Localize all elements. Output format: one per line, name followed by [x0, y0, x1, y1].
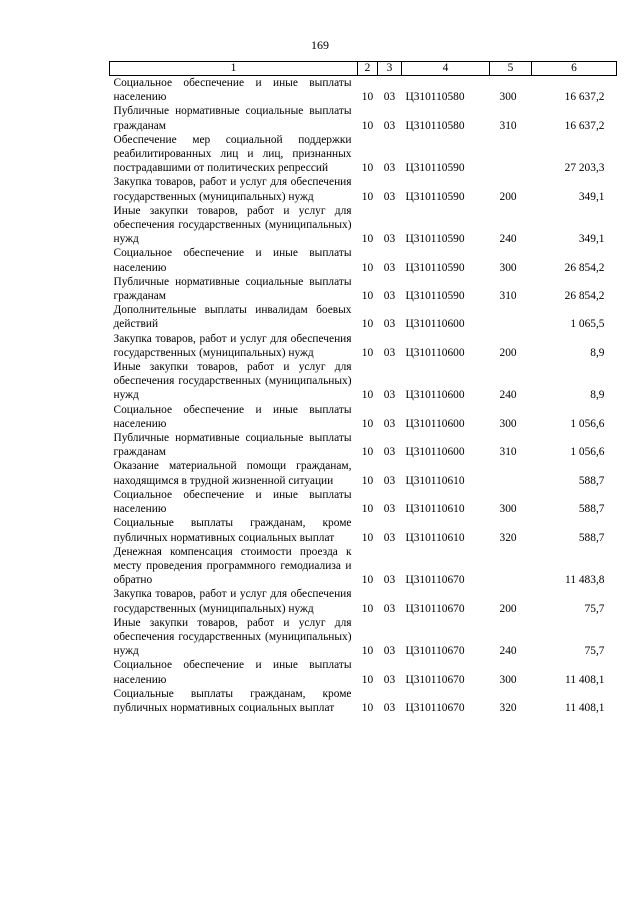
row-subsection: 03 — [383, 417, 396, 430]
row-amount: 75,7 — [584, 645, 605, 658]
table-row — [110, 332, 617, 360]
row-subsection: 03 — [383, 318, 396, 331]
row-target-article: Ц310110580 — [405, 119, 465, 132]
budget-table — [109, 61, 617, 715]
row-amount: 11 483,8 — [565, 574, 605, 587]
row-subsection: 03 — [383, 531, 396, 544]
table-row — [110, 431, 617, 459]
row-expense-type: 310 — [499, 446, 517, 459]
row-subsection: 03 — [383, 389, 396, 402]
table-row — [110, 545, 617, 588]
row-expense-type: 310 — [499, 119, 517, 132]
row-section: 10 — [361, 318, 374, 331]
row-section: 10 — [361, 503, 374, 516]
row-target-article: Ц310110600 — [405, 389, 465, 402]
row-section: 10 — [361, 261, 374, 274]
row-section: 10 — [361, 474, 374, 487]
row-description: Социальное обеспечение и иные выплаты населению — [113, 659, 352, 686]
row-expense-type — [490, 459, 532, 487]
row-section: 10 — [361, 233, 374, 246]
row-description: Социальные выплаты гражданам, кроме публичных нормативных социальных выплат — [113, 687, 352, 714]
row-target-article: Ц310110600 — [405, 318, 465, 331]
row-description: Публичные нормативные социальные выплаты гражданам — [113, 432, 352, 459]
row-section: 10 — [361, 417, 374, 430]
table-row — [110, 687, 617, 715]
row-section: 10 — [361, 346, 374, 359]
row-expense-type: 200 — [499, 346, 517, 359]
row-description: Оказание материальной помощи гражданам, находящимся в трудной жизненной ситуации — [113, 460, 352, 487]
row-expense-type: 300 — [499, 503, 517, 516]
row-expense-type: 240 — [499, 389, 517, 402]
row-subsection: 03 — [383, 162, 396, 175]
row-expense-type: 320 — [499, 531, 517, 544]
row-amount: 75,7 — [584, 602, 605, 615]
row-description: Иные закупки товаров, работ и услуг для обеспечения государственных (муниципальных) нужд — [113, 361, 352, 402]
table-row — [110, 303, 617, 331]
row-description: Социальное обеспечение и иные выплаты населению — [113, 247, 352, 274]
row-section: 10 — [361, 602, 374, 615]
row-section: 10 — [361, 574, 374, 587]
table-row — [110, 616, 617, 659]
row-amount: 349,1 — [578, 190, 605, 203]
table-row — [110, 133, 617, 176]
row-expense-type — [490, 545, 532, 588]
row-target-article: Ц310110580 — [405, 91, 465, 104]
column-header-6: 6 — [532, 62, 617, 76]
row-expense-type: 200 — [499, 190, 517, 203]
row-section: 10 — [361, 531, 374, 544]
row-subsection: 03 — [383, 346, 396, 359]
row-amount: 16 637,2 — [564, 119, 605, 132]
row-target-article: Ц310110590 — [405, 261, 465, 274]
row-description: Публичные нормативные социальные выплаты гражданам — [113, 105, 352, 132]
row-section: 10 — [361, 91, 374, 104]
table-row — [110, 403, 617, 431]
row-description: Социальное обеспечение и иные выплаты населению — [113, 488, 352, 516]
row-description: Дополнительные выплаты инвалидам боевых действий — [113, 304, 352, 331]
page-number: 169 — [311, 38, 329, 52]
row-target-article: Ц310110670 — [405, 602, 465, 615]
column-header-3: 3 — [378, 62, 402, 76]
row-subsection: 03 — [383, 190, 396, 203]
row-amount: 1 056,6 — [570, 417, 605, 430]
row-section: 10 — [361, 290, 374, 303]
row-amount: 26 854,2 — [564, 290, 605, 303]
column-header-5: 5 — [490, 62, 532, 76]
row-subsection: 03 — [383, 446, 396, 459]
table-row — [110, 104, 617, 132]
row-description: Обеспечение мер социальной поддержки реабилитированных лиц и лиц, признанных пострадавшими от политических репрессий — [113, 133, 352, 175]
row-subsection: 03 — [383, 645, 396, 658]
row-expense-type: 300 — [499, 417, 517, 430]
row-amount: 588,7 — [578, 503, 605, 516]
row-section: 10 — [361, 645, 374, 658]
table-row — [110, 204, 617, 247]
row-subsection: 03 — [383, 233, 396, 246]
row-amount: 8,9 — [590, 346, 605, 359]
column-header-1: 1 — [110, 62, 358, 76]
table-row — [110, 76, 617, 105]
row-section: 10 — [361, 446, 374, 459]
row-section: 10 — [361, 673, 374, 686]
row-section: 10 — [361, 190, 374, 203]
row-target-article: Ц310110670 — [405, 701, 465, 714]
row-amount: 349,1 — [578, 233, 605, 246]
row-description: Закупка товаров, работ и услуг для обеспечения государственных (муниципальных) нужд — [113, 588, 352, 615]
row-expense-type: 320 — [499, 701, 517, 714]
row-target-article: Ц310110670 — [405, 574, 465, 587]
row-section: 10 — [361, 701, 374, 714]
column-header-4: 4 — [402, 62, 490, 76]
table-row — [110, 246, 617, 274]
row-target-article: Ц310110590 — [405, 190, 465, 203]
row-subsection: 03 — [383, 602, 396, 615]
table-row — [110, 459, 617, 487]
row-target-article: Ц310110610 — [405, 503, 465, 516]
row-expense-type — [490, 303, 532, 331]
row-expense-type: 310 — [499, 290, 517, 303]
row-expense-type: 300 — [499, 673, 517, 686]
row-target-article: Ц310110610 — [405, 531, 465, 544]
row-amount: 11 408,1 — [565, 673, 605, 686]
row-subsection: 03 — [383, 261, 396, 274]
row-section: 10 — [361, 389, 374, 402]
row-amount: 27 203,3 — [564, 162, 605, 175]
row-description: Социальное обеспечение и иные выплаты населению — [113, 403, 352, 430]
row-subsection: 03 — [383, 290, 396, 303]
row-section: 10 — [361, 119, 374, 132]
row-expense-type: 200 — [499, 602, 517, 615]
row-subsection: 03 — [383, 673, 396, 686]
table-row — [110, 516, 617, 544]
row-target-article: Ц310110590 — [405, 233, 465, 246]
row-target-article: Ц310110600 — [405, 346, 465, 359]
row-amount: 16 637,2 — [564, 91, 605, 104]
row-target-article: Ц310110670 — [405, 673, 465, 686]
row-description: Иные закупки товаров, работ и услуг для обеспечения государственных (муниципальных) нужд — [113, 616, 352, 658]
row-section: 10 — [361, 162, 374, 175]
row-subsection: 03 — [383, 574, 396, 587]
row-expense-type: 240 — [499, 645, 517, 658]
row-expense-type — [490, 133, 532, 176]
row-amount: 588,7 — [578, 474, 605, 487]
row-amount: 11 408,1 — [565, 701, 605, 714]
row-description: Закупка товаров, работ и услуг для обеспечения государственных (муниципальных) нужд — [113, 332, 352, 359]
row-description: Иные закупки товаров, работ и услуг для обеспечения государственных (муниципальных) нужд — [113, 204, 352, 246]
row-subsection: 03 — [383, 474, 396, 487]
row-target-article: Ц310110610 — [405, 474, 465, 487]
row-target-article: Ц310110600 — [405, 417, 465, 430]
row-subsection: 03 — [383, 503, 396, 516]
row-description: Публичные нормативные социальные выплаты гражданам — [113, 275, 352, 303]
table-row — [110, 587, 617, 615]
table-row — [110, 488, 617, 516]
row-description: Социальное обеспечение и иные выплаты населению — [113, 77, 352, 104]
row-expense-type: 300 — [499, 261, 517, 274]
row-amount: 588,7 — [578, 531, 605, 544]
table-header — [110, 62, 617, 76]
row-target-article: Ц310110600 — [405, 446, 465, 459]
row-description: Закупка товаров, работ и услуг для обеспечения государственных (муниципальных) нужд — [113, 176, 352, 203]
row-description: Денежная компенсация стоимости проезда к месту проведения программного гемодиализа и обратно — [113, 545, 352, 587]
table-body — [110, 76, 617, 716]
row-subsection: 03 — [383, 91, 396, 104]
header-row — [110, 62, 617, 76]
row-target-article: Ц310110590 — [405, 290, 465, 303]
table-row — [110, 360, 617, 403]
row-subsection: 03 — [383, 119, 396, 132]
table-row — [110, 175, 617, 203]
row-expense-type: 240 — [499, 233, 517, 246]
row-expense-type: 300 — [499, 91, 517, 104]
row-amount: 8,9 — [590, 389, 605, 402]
row-amount: 1 056,6 — [570, 446, 605, 459]
column-header-2: 2 — [358, 62, 378, 76]
row-description: Социальные выплаты гражданам, кроме публичных нормативных социальных выплат — [113, 517, 352, 544]
row-amount: 1 065,5 — [570, 318, 605, 331]
row-subsection: 03 — [383, 701, 396, 714]
table-row — [110, 275, 617, 303]
row-target-article: Ц310110670 — [405, 645, 465, 658]
row-target-article: Ц310110590 — [405, 162, 465, 175]
row-amount: 26 854,2 — [564, 261, 605, 274]
table-row — [110, 658, 617, 686]
